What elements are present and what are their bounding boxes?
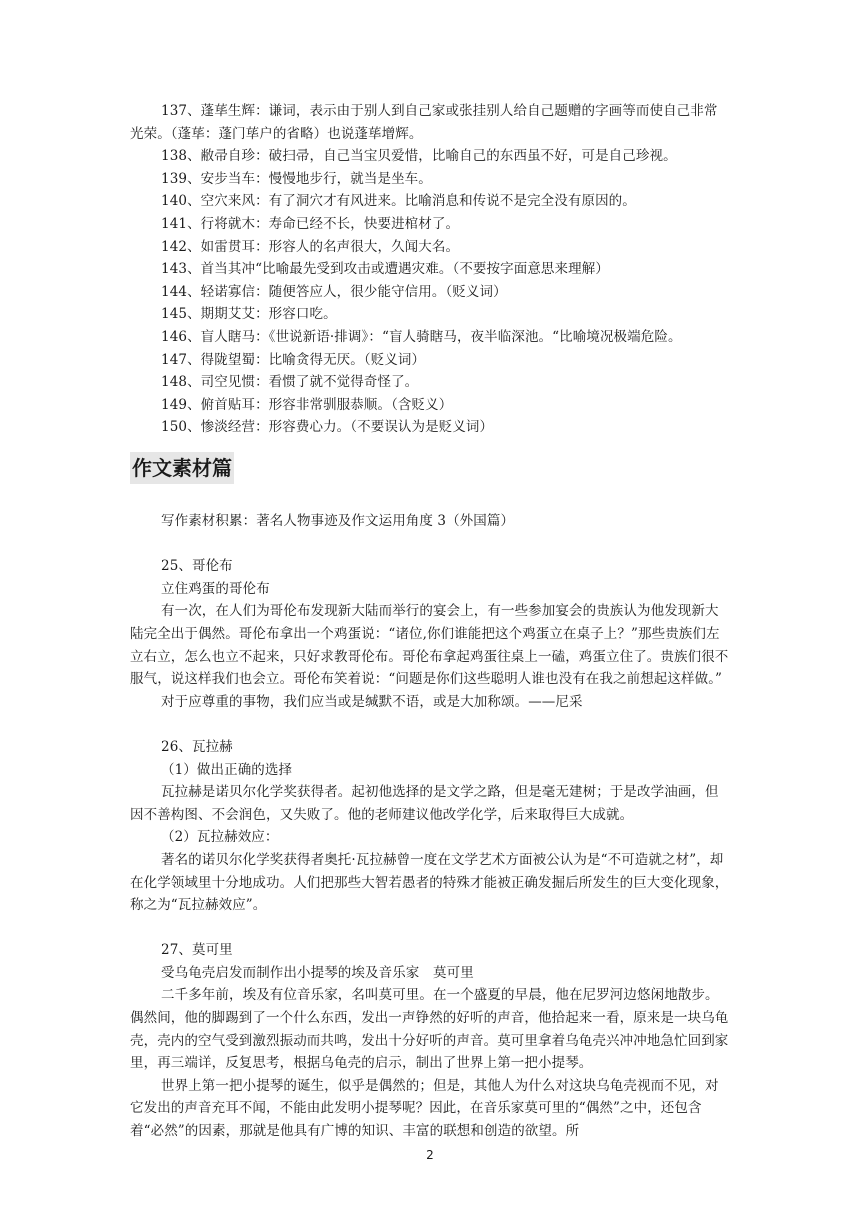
idiom-item: 142、如雷贯耳：形容人的名声很大，久闻大名。: [161, 238, 460, 255]
columbus-story: 有一次，在人们为哥伦布发现新大陆而举行的宴会上，有一些参加宴会的贵族认为他发现新大陆完全出于偶然。哥伦布拿出一个鸡蛋说：“诸位,你们谁能把这个鸡蛋立在桌子上？”那些贵族们左立右立，怎么也立不起来，只好求教哥伦布。哥伦布拿起鸡蛋往桌上一磕，鸡蛋立住了。贵族们很不服气，说这样我们也会立。哥伦布笑着说：“问题是你们这些聪明人谁也没有在我之前想起这样做。”: [130, 603, 729, 688]
intro-line: 写作素材积累：著名人物事迹及作文运用角度 3（外国篇）: [161, 513, 515, 529]
idiom-item: 150、惨淡经营：形容费心力。（不要误认为是贬义词）: [161, 419, 494, 436]
columbus-quote: 对于应尊重的事物，我们应当或是缄默不语，或是大加称颂。——尼采: [161, 693, 583, 710]
wallach-subheading-1: （1）做出正确的选择: [161, 761, 293, 778]
section-title: 作文素材篇: [130, 452, 234, 484]
essay-material: [130, 510, 730, 1143]
mokeli-subtitle: 受乌龟壳启发而制作出小提琴的埃及音乐家 莫可里: [161, 964, 474, 981]
idiom-item: 139、安步当车：慢慢地步行，就当是坐车。: [161, 170, 432, 187]
idiom-item: 140、空穴来风：有了洞穴才有风进来。比喻消息和传说不是完全没有原因的。: [161, 193, 636, 210]
page-number: 2: [426, 1148, 434, 1162]
idiom-item: 146、盲人瞎马：《世说新语·排调》：“盲人骑瞎马，夜半临深池。“比喻境况极端危险。: [161, 328, 682, 345]
columbus-subtitle: 立住鸡蛋的哥伦布: [161, 580, 270, 597]
mokeli-story-1: 二千多年前，埃及有位音乐家，名叫莫可里。在一个盛夏的早晨，他在尼罗河边悠闲地散步。偶然间，他的脚踢到了一个什么东西，发出一声铮然的好听的声音，他拾起来一看，原来是一块乌龟壳，壳内的空气受到激烈振动而共鸣，发出十分好听的声音。莫可里拿着乌龟壳兴冲冲地急忙回到家里，再三端详，反复思考，根据乌龟壳的启示，制出了世界上第一把小提琴。: [130, 987, 729, 1072]
idiom-item: 143、首当其冲“比喻最先受到攻击或遭遇灾难。（不要按字面意思来理解）: [161, 261, 609, 278]
idiom-item: 138、敝帚自珍：破扫帚，自己当宝贝爱惜，比喻自己的东西虽不好，可是自己珍视。: [161, 148, 677, 165]
idiom-item: 144、轻诺寡信：随便答应人，很少能守信用。（贬义词）: [161, 283, 507, 300]
mokeli-heading: 27、莫可里: [161, 942, 233, 959]
wallach-text-1: 瓦拉赫是诺贝尔化学奖获得者。起初他选择的是文学之路，但是毫无建树；于是改学油画，但因不善构图、不会润色，又失败了。他的老师建议他改学化学，后来取得巨大成就。: [130, 784, 719, 823]
spacer: [130, 917, 730, 940]
idiom-item: 148、司空见惯：看惯了就不觉得奇怪了。: [161, 374, 419, 391]
idiom-list: [130, 100, 730, 439]
wallach-heading: 26、瓦拉赫: [161, 738, 233, 755]
spacer: [130, 533, 730, 556]
wallach-subheading-2: （2）瓦拉赫效应：: [161, 829, 279, 846]
idiom-item: 141、行将就木：寿命已经不长，快要进棺材了。: [161, 215, 460, 232]
spacer: [130, 713, 730, 736]
mokeli-story-2: 世界上第一把小提琴的诞生，似乎是偶然的；但是，其他人为什么对这块乌龟壳视而不见，对它发出的声音充耳不闻，不能由此发明小提琴呢？因此，在音乐家莫可里的“偶然”之中，还包含着“必然”的因素，那就是他具有广博的知识、丰富的联想和创造的欲望。所: [130, 1077, 719, 1140]
idiom-item: 145、期期艾艾：形容口吃。: [161, 306, 337, 323]
wallach-text-2: 著名的诺贝尔化学奖获得者奥托·瓦拉赫曾一度在文学艺术方面被公认为是“不可造就之材”，却在化学领域里十分地成功。人们把那些大智若愚者的特殊才能被正确发掘后所发生的巨大变化现象，称之为“瓦拉赫效应”。: [130, 851, 729, 914]
columbus-heading: 25、哥伦布: [161, 558, 233, 575]
idiom-item: 147、得陇望蜀：比喻贪得无厌。（贬义词）: [161, 351, 426, 368]
idiom-item: 137、蓬荜生辉：谦词，表示由于别人到自己家或张挂别人给自己题赠的字画等而使自己非常光荣。（蓬荜：蓬门荜户的省略）也说蓬荜增辉。: [130, 103, 718, 142]
idiom-item: 149、俯首贴耳：形容非常驯服恭顺。（含贬义）: [161, 396, 453, 413]
